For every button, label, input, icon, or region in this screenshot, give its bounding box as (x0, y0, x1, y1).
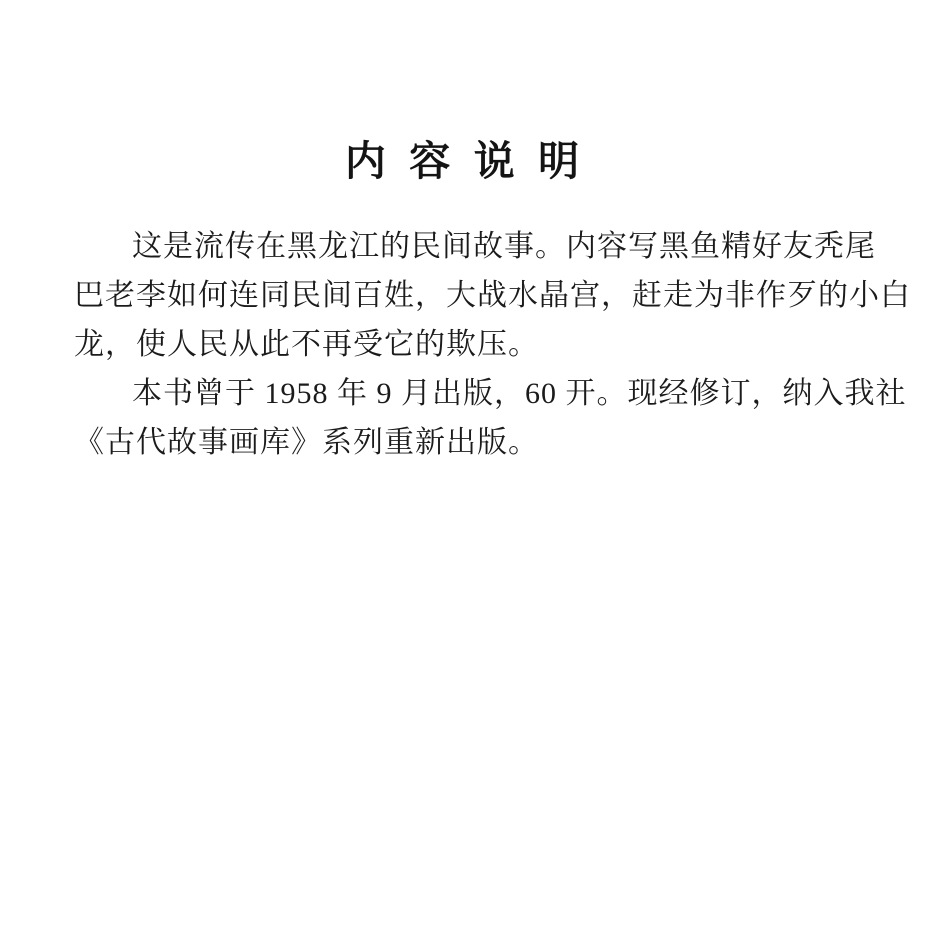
paragraph-line: 这是流传在黑龙江的民间故事。内容写黑鱼精好友秃尾 (132, 230, 876, 263)
paragraph (74, 369, 907, 467)
page-title: 内 容 说 明 (344, 138, 586, 184)
paragraph-line: 《古代故事画库》系列重新出版。 (74, 426, 539, 459)
paragraph (74, 222, 911, 369)
paragraph-line: 巴老李如何连同民间百姓，大战水晶宫，赶走为非作歹的小白 (74, 279, 911, 312)
paragraph-line: 龙，使人民从此不再受它的欺压。 (74, 328, 539, 361)
document-body (74, 222, 911, 467)
paragraph-line: 本书曾于 1958 年 9 月出版，60 开。现经修订，纳入我社 (132, 377, 907, 410)
